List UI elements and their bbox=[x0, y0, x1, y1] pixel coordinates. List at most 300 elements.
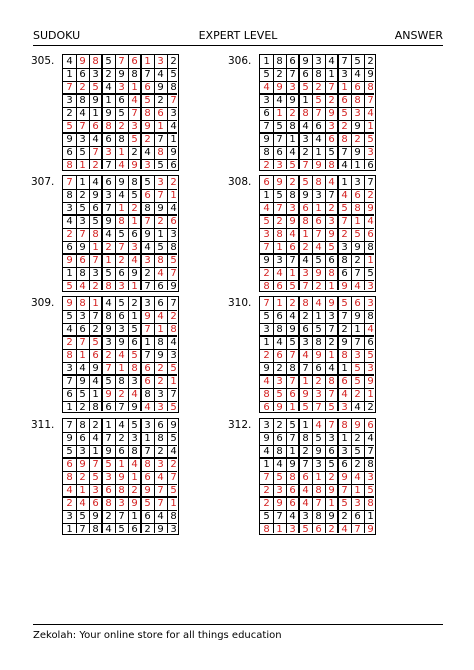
given-digit: 4 bbox=[328, 363, 335, 374]
given-digit: 2 bbox=[118, 433, 125, 444]
given-digit: 8 bbox=[79, 95, 86, 106]
given-digit: 9 bbox=[105, 446, 112, 457]
answer-digit: 4 bbox=[157, 268, 164, 279]
given-digit: 1 bbox=[131, 311, 138, 322]
given-digit: 3 bbox=[131, 376, 138, 387]
given-digit: 9 bbox=[354, 242, 361, 253]
answer-digit: 2 bbox=[157, 216, 164, 227]
given-digit: 3 bbox=[276, 255, 283, 266]
answer-digit: 8 bbox=[367, 498, 374, 509]
answer-digit: 3 bbox=[289, 524, 296, 535]
given-digit: 4 bbox=[105, 524, 112, 535]
answer-digit: 8 bbox=[105, 121, 112, 132]
answer-digit: 4 bbox=[263, 203, 270, 214]
given-digit: 7 bbox=[144, 69, 151, 80]
given-digit: 3 bbox=[92, 268, 99, 279]
answer-digit: 6 bbox=[144, 363, 151, 374]
given-digit: 9 bbox=[302, 56, 309, 67]
answer-digit: 1 bbox=[118, 459, 125, 470]
answer-digit: 8 bbox=[263, 389, 270, 400]
given-digit: 1 bbox=[144, 337, 151, 348]
answer-digit: 9 bbox=[328, 298, 335, 309]
given-digit: 5 bbox=[66, 446, 73, 457]
answer-digit: 8 bbox=[341, 350, 348, 361]
given-digit: 8 bbox=[289, 190, 296, 201]
answer-digit: 1 bbox=[170, 498, 177, 509]
answer-digit: 9 bbox=[328, 229, 335, 240]
given-digit: 2 bbox=[367, 402, 374, 413]
answer-digit: 2 bbox=[263, 160, 270, 171]
given-digit: 3 bbox=[315, 56, 322, 67]
given-digit: 8 bbox=[367, 459, 374, 470]
sudoku-grid bbox=[62, 296, 179, 413]
answer-digit: 4 bbox=[354, 472, 361, 483]
puzzle-number: 305. bbox=[31, 55, 55, 67]
answer-digit: 9 bbox=[144, 485, 151, 496]
answer-digit: 7 bbox=[341, 485, 348, 496]
given-digit: 5 bbox=[354, 446, 361, 457]
given-digit: 5 bbox=[354, 56, 361, 67]
given-digit: 5 bbox=[92, 216, 99, 227]
given-digit: 4 bbox=[289, 311, 296, 322]
given-digit: 2 bbox=[170, 56, 177, 67]
answer-digit: 4 bbox=[263, 376, 270, 387]
answer-digit: 2 bbox=[131, 485, 138, 496]
given-digit: 5 bbox=[144, 177, 151, 188]
given-digit: 6 bbox=[341, 268, 348, 279]
given-digit: 5 bbox=[276, 121, 283, 132]
given-digit: 1 bbox=[354, 160, 361, 171]
answer-digit: 5 bbox=[92, 82, 99, 93]
given-digit: 7 bbox=[302, 363, 309, 374]
given-digit: 6 bbox=[79, 69, 86, 80]
given-digit: 1 bbox=[66, 69, 73, 80]
answer-digit: 2 bbox=[118, 389, 125, 400]
answer-digit: 4 bbox=[66, 485, 73, 496]
given-digit: 9 bbox=[289, 95, 296, 106]
answer-digit: 5 bbox=[170, 363, 177, 374]
given-digit: 1 bbox=[170, 134, 177, 145]
answer-digit: 8 bbox=[302, 298, 309, 309]
given-digit: 1 bbox=[66, 402, 73, 413]
answer-digit: 6 bbox=[92, 121, 99, 132]
answer-digit: 2 bbox=[367, 190, 374, 201]
given-digit: 5 bbox=[118, 298, 125, 309]
given-digit: 5 bbox=[131, 420, 138, 431]
answer-digit: 5 bbox=[302, 402, 309, 413]
given-digit: 1 bbox=[263, 459, 270, 470]
answer-digit: 7 bbox=[315, 402, 322, 413]
given-digit: 6 bbox=[79, 433, 86, 444]
answer-digit: 7 bbox=[354, 524, 361, 535]
answer-digit: 7 bbox=[92, 147, 99, 158]
answer-digit: 1 bbox=[131, 281, 138, 292]
answer-digit: 6 bbox=[354, 190, 361, 201]
given-digit: 1 bbox=[315, 311, 322, 322]
given-digit: 2 bbox=[105, 511, 112, 522]
footer-text: Zekolah: Your online store for all things education bbox=[33, 630, 282, 641]
answer-digit: 8 bbox=[131, 363, 138, 374]
answer-digit: 5 bbox=[354, 363, 361, 374]
given-digit: 5 bbox=[328, 459, 335, 470]
answer-digit: 2 bbox=[276, 216, 283, 227]
answer-digit: 1 bbox=[92, 298, 99, 309]
answer-digit: 9 bbox=[144, 311, 151, 322]
answer-digit: 7 bbox=[118, 242, 125, 253]
answer-digit: 2 bbox=[105, 242, 112, 253]
answer-digit: 5 bbox=[170, 255, 177, 266]
given-digit: 1 bbox=[367, 511, 374, 522]
given-digit: 8 bbox=[79, 420, 86, 431]
answer-digit: 5 bbox=[367, 485, 374, 496]
answer-digit: 2 bbox=[354, 389, 361, 400]
given-digit: 6 bbox=[118, 311, 125, 322]
given-digit: 4 bbox=[144, 147, 151, 158]
answer-digit: 6 bbox=[367, 420, 374, 431]
answer-digit: 4 bbox=[131, 389, 138, 400]
answer-digit: 3 bbox=[263, 229, 270, 240]
given-digit: 1 bbox=[105, 420, 112, 431]
answer-digit: 2 bbox=[170, 459, 177, 470]
given-digit: 1 bbox=[92, 446, 99, 457]
answer-digit: 4 bbox=[367, 216, 374, 227]
given-digit: 1 bbox=[79, 177, 86, 188]
answer-digit: 5 bbox=[341, 203, 348, 214]
answer-digit: 3 bbox=[92, 485, 99, 496]
answer-digit: 7 bbox=[79, 337, 86, 348]
given-digit: 8 bbox=[276, 56, 283, 67]
answer-digit: 7 bbox=[144, 216, 151, 227]
given-digit: 6 bbox=[367, 337, 374, 348]
answer-digit: 9 bbox=[79, 56, 86, 67]
answer-digit: 4 bbox=[367, 108, 374, 119]
given-digit: 6 bbox=[131, 337, 138, 348]
given-digit: 3 bbox=[315, 459, 322, 470]
answer-digit: 5 bbox=[144, 95, 151, 106]
answer-digit: 1 bbox=[118, 363, 125, 374]
answer-digit: 8 bbox=[92, 56, 99, 67]
given-digit: 2 bbox=[276, 420, 283, 431]
answer-digit: 5 bbox=[367, 134, 374, 145]
given-digit: 7 bbox=[341, 56, 348, 67]
answer-digit: 2 bbox=[92, 281, 99, 292]
given-digit: 7 bbox=[105, 160, 112, 171]
given-digit: 5 bbox=[79, 147, 86, 158]
given-digit: 2 bbox=[354, 255, 361, 266]
answer-digit: 1 bbox=[341, 82, 348, 93]
answer-digit: 2 bbox=[66, 229, 73, 240]
answer-digit: 6 bbox=[289, 498, 296, 509]
given-digit: 3 bbox=[263, 420, 270, 431]
answer-digit: 8 bbox=[66, 472, 73, 483]
answer-digit: 5 bbox=[315, 95, 322, 106]
answer-digit: 5 bbox=[302, 82, 309, 93]
answer-digit: 2 bbox=[66, 498, 73, 509]
answer-digit: 6 bbox=[157, 108, 164, 119]
given-digit: 8 bbox=[263, 147, 270, 158]
given-digit: 9 bbox=[341, 337, 348, 348]
answer-digit: 7 bbox=[315, 229, 322, 240]
given-digit: 6 bbox=[276, 147, 283, 158]
answer-digit: 7 bbox=[170, 472, 177, 483]
answer-digit: 2 bbox=[131, 203, 138, 214]
answer-digit: 3 bbox=[276, 376, 283, 387]
given-digit: 9 bbox=[92, 190, 99, 201]
answer-digit: 2 bbox=[79, 472, 86, 483]
answer-digit: 7 bbox=[144, 324, 151, 335]
header-level: EXPERT LEVEL bbox=[198, 29, 278, 42]
sudoku-grid bbox=[62, 54, 179, 171]
given-digit: 7 bbox=[276, 511, 283, 522]
answer-digit: 3 bbox=[105, 147, 112, 158]
answer-digit: 2 bbox=[328, 95, 335, 106]
given-digit: 6 bbox=[157, 281, 164, 292]
answer-digit: 1 bbox=[92, 242, 99, 253]
answer-digit: 3 bbox=[289, 203, 296, 214]
given-digit: 8 bbox=[157, 337, 164, 348]
answer-digit: 6 bbox=[315, 216, 322, 227]
answer-digit: 7 bbox=[79, 121, 86, 132]
given-digit: 9 bbox=[302, 190, 309, 201]
answer-digit: 7 bbox=[302, 160, 309, 171]
answer-digit: 9 bbox=[131, 498, 138, 509]
given-digit: 1 bbox=[354, 324, 361, 335]
answer-digit: 9 bbox=[276, 82, 283, 93]
answer-digit: 1 bbox=[276, 108, 283, 119]
answer-digit: 6 bbox=[341, 95, 348, 106]
answer-digit: 2 bbox=[341, 121, 348, 132]
answer-digit: 6 bbox=[263, 177, 270, 188]
given-digit: 1 bbox=[302, 420, 309, 431]
answer-digit: 9 bbox=[289, 216, 296, 227]
answer-digit: 6 bbox=[144, 472, 151, 483]
answer-digit: 1 bbox=[289, 268, 296, 279]
given-digit: 9 bbox=[118, 69, 125, 80]
given-digit: 9 bbox=[92, 363, 99, 374]
answer-digit: 7 bbox=[131, 108, 138, 119]
answer-digit: 4 bbox=[131, 459, 138, 470]
given-digit: 6 bbox=[66, 389, 73, 400]
given-digit: 1 bbox=[66, 524, 73, 535]
answer-digit: 2 bbox=[118, 255, 125, 266]
given-digit: 9 bbox=[289, 459, 296, 470]
answer-digit: 6 bbox=[367, 229, 374, 240]
given-digit: 6 bbox=[263, 108, 270, 119]
answer-digit: 1 bbox=[79, 160, 86, 171]
header-title-sudoku: SUDOKU bbox=[33, 29, 81, 42]
given-digit: 3 bbox=[79, 216, 86, 227]
given-digit: 7 bbox=[79, 524, 86, 535]
given-digit: 6 bbox=[328, 446, 335, 457]
answer-digit: 9 bbox=[354, 420, 361, 431]
given-digit: 4 bbox=[170, 337, 177, 348]
given-digit: 8 bbox=[315, 337, 322, 348]
given-digit: 1 bbox=[92, 389, 99, 400]
given-digit: 4 bbox=[157, 69, 164, 80]
given-digit: 7 bbox=[276, 134, 283, 145]
given-digit: 7 bbox=[118, 402, 125, 413]
answer-digit: 9 bbox=[315, 268, 322, 279]
answer-digit: 7 bbox=[157, 485, 164, 496]
given-digit: 3 bbox=[79, 311, 86, 322]
given-digit: 4 bbox=[289, 147, 296, 158]
given-digit: 2 bbox=[302, 446, 309, 457]
given-digit: 3 bbox=[92, 69, 99, 80]
given-digit: 6 bbox=[105, 402, 112, 413]
answer-digit: 9 bbox=[367, 203, 374, 214]
answer-digit: 6 bbox=[354, 82, 361, 93]
answer-digit: 8 bbox=[144, 108, 151, 119]
answer-digit: 1 bbox=[315, 203, 322, 214]
given-digit: 8 bbox=[289, 121, 296, 132]
given-digit: 7 bbox=[328, 324, 335, 335]
answer-digit: 8 bbox=[341, 134, 348, 145]
answer-digit: 4 bbox=[302, 485, 309, 496]
given-digit: 9 bbox=[263, 255, 270, 266]
answer-digit: 2 bbox=[263, 350, 270, 361]
answer-digit: 7 bbox=[289, 376, 296, 387]
given-digit: 4 bbox=[105, 82, 112, 93]
given-digit: 5 bbox=[118, 108, 125, 119]
answer-digit: 3 bbox=[276, 160, 283, 171]
given-digit: 4 bbox=[276, 337, 283, 348]
given-digit: 1 bbox=[105, 95, 112, 106]
given-digit: 4 bbox=[302, 255, 309, 266]
answer-digit: 6 bbox=[263, 402, 270, 413]
answer-digit: 2 bbox=[315, 281, 322, 292]
answer-digit: 7 bbox=[302, 281, 309, 292]
answer-digit: 7 bbox=[328, 82, 335, 93]
answer-digit: 5 bbox=[341, 298, 348, 309]
page-footer bbox=[33, 624, 443, 645]
answer-digit: 1 bbox=[131, 216, 138, 227]
given-digit: 7 bbox=[354, 337, 361, 348]
given-digit: 1 bbox=[263, 337, 270, 348]
answer-digit: 8 bbox=[92, 229, 99, 240]
answer-digit: 4 bbox=[144, 402, 151, 413]
given-digit: 1 bbox=[341, 363, 348, 374]
answer-digit: 8 bbox=[118, 216, 125, 227]
given-digit: 8 bbox=[170, 82, 177, 93]
answer-digit: 6 bbox=[276, 281, 283, 292]
given-digit: 7 bbox=[144, 350, 151, 361]
answer-digit: 9 bbox=[328, 485, 335, 496]
given-digit: 7 bbox=[302, 459, 309, 470]
given-digit: 3 bbox=[105, 190, 112, 201]
answer-digit: 8 bbox=[315, 485, 322, 496]
given-digit: 3 bbox=[66, 203, 73, 214]
given-digit: 4 bbox=[79, 363, 86, 374]
given-digit: 4 bbox=[170, 203, 177, 214]
answer-digit: 3 bbox=[328, 216, 335, 227]
given-digit: 1 bbox=[157, 229, 164, 240]
given-digit: 5 bbox=[315, 433, 322, 444]
answer-digit: 4 bbox=[131, 95, 138, 106]
page-header bbox=[33, 25, 443, 46]
given-digit: 5 bbox=[131, 324, 138, 335]
given-digit: 6 bbox=[105, 177, 112, 188]
given-digit: 4 bbox=[66, 324, 73, 335]
given-digit: 2 bbox=[105, 69, 112, 80]
given-digit: 9 bbox=[157, 524, 164, 535]
answer-digit: 3 bbox=[315, 389, 322, 400]
given-digit: 5 bbox=[276, 190, 283, 201]
answer-digit: 8 bbox=[263, 281, 270, 292]
given-digit: 7 bbox=[144, 446, 151, 457]
answer-digit: 2 bbox=[66, 337, 73, 348]
answer-digit: 3 bbox=[118, 281, 125, 292]
answer-digit: 9 bbox=[315, 160, 322, 171]
answer-digit: 4 bbox=[315, 420, 322, 431]
answer-digit: 2 bbox=[157, 363, 164, 374]
given-digit: 6 bbox=[302, 324, 309, 335]
answer-digit: 3 bbox=[289, 82, 296, 93]
answer-digit: 4 bbox=[341, 524, 348, 535]
given-digit: 6 bbox=[79, 324, 86, 335]
answer-digit: 8 bbox=[157, 147, 164, 158]
given-digit: 9 bbox=[131, 268, 138, 279]
given-digit: 3 bbox=[79, 446, 86, 457]
given-digit: 2 bbox=[157, 446, 164, 457]
answer-digit: 5 bbox=[92, 337, 99, 348]
answer-digit: 4 bbox=[79, 498, 86, 509]
given-digit: 2 bbox=[341, 324, 348, 335]
given-digit: 3 bbox=[118, 324, 125, 335]
answer-digit: 2 bbox=[170, 311, 177, 322]
answer-digit: 6 bbox=[92, 350, 99, 361]
given-digit: 1 bbox=[289, 134, 296, 145]
given-digit: 6 bbox=[341, 459, 348, 470]
given-digit: 2 bbox=[131, 147, 138, 158]
answer-digit: 6 bbox=[341, 376, 348, 387]
answer-digit: 8 bbox=[276, 229, 283, 240]
given-digit: 8 bbox=[367, 242, 374, 253]
given-digit: 5 bbox=[66, 311, 73, 322]
answer-digit: 7 bbox=[315, 108, 322, 119]
answer-digit: 2 bbox=[92, 160, 99, 171]
given-digit: 8 bbox=[170, 242, 177, 253]
answer-digit: 2 bbox=[328, 524, 335, 535]
answer-digit: 7 bbox=[79, 229, 86, 240]
answer-digit: 5 bbox=[341, 498, 348, 509]
answer-digit: 6 bbox=[170, 216, 177, 227]
sudoku-grid bbox=[259, 418, 376, 535]
answer-digit: 5 bbox=[302, 177, 309, 188]
given-digit: 5 bbox=[79, 389, 86, 400]
given-digit: 9 bbox=[263, 363, 270, 374]
given-digit: 3 bbox=[263, 324, 270, 335]
answer-digit: 1 bbox=[367, 121, 374, 132]
given-digit: 9 bbox=[367, 69, 374, 80]
given-digit: 7 bbox=[170, 298, 177, 309]
answer-digit: 9 bbox=[367, 524, 374, 535]
given-digit: 9 bbox=[315, 446, 322, 457]
given-digit: 7 bbox=[289, 255, 296, 266]
answer-digit: 3 bbox=[157, 402, 164, 413]
answer-digit: 8 bbox=[105, 281, 112, 292]
given-digit: 1 bbox=[92, 108, 99, 119]
answer-digit: 1 bbox=[157, 324, 164, 335]
given-digit: 3 bbox=[144, 420, 151, 431]
given-digit: 7 bbox=[289, 69, 296, 80]
answer-digit: 3 bbox=[144, 255, 151, 266]
given-digit: 1 bbox=[289, 446, 296, 457]
given-digit: 3 bbox=[105, 337, 112, 348]
answer-digit: 1 bbox=[105, 255, 112, 266]
answer-digit: 1 bbox=[144, 56, 151, 67]
given-digit: 9 bbox=[105, 324, 112, 335]
given-digit: 4 bbox=[302, 121, 309, 132]
